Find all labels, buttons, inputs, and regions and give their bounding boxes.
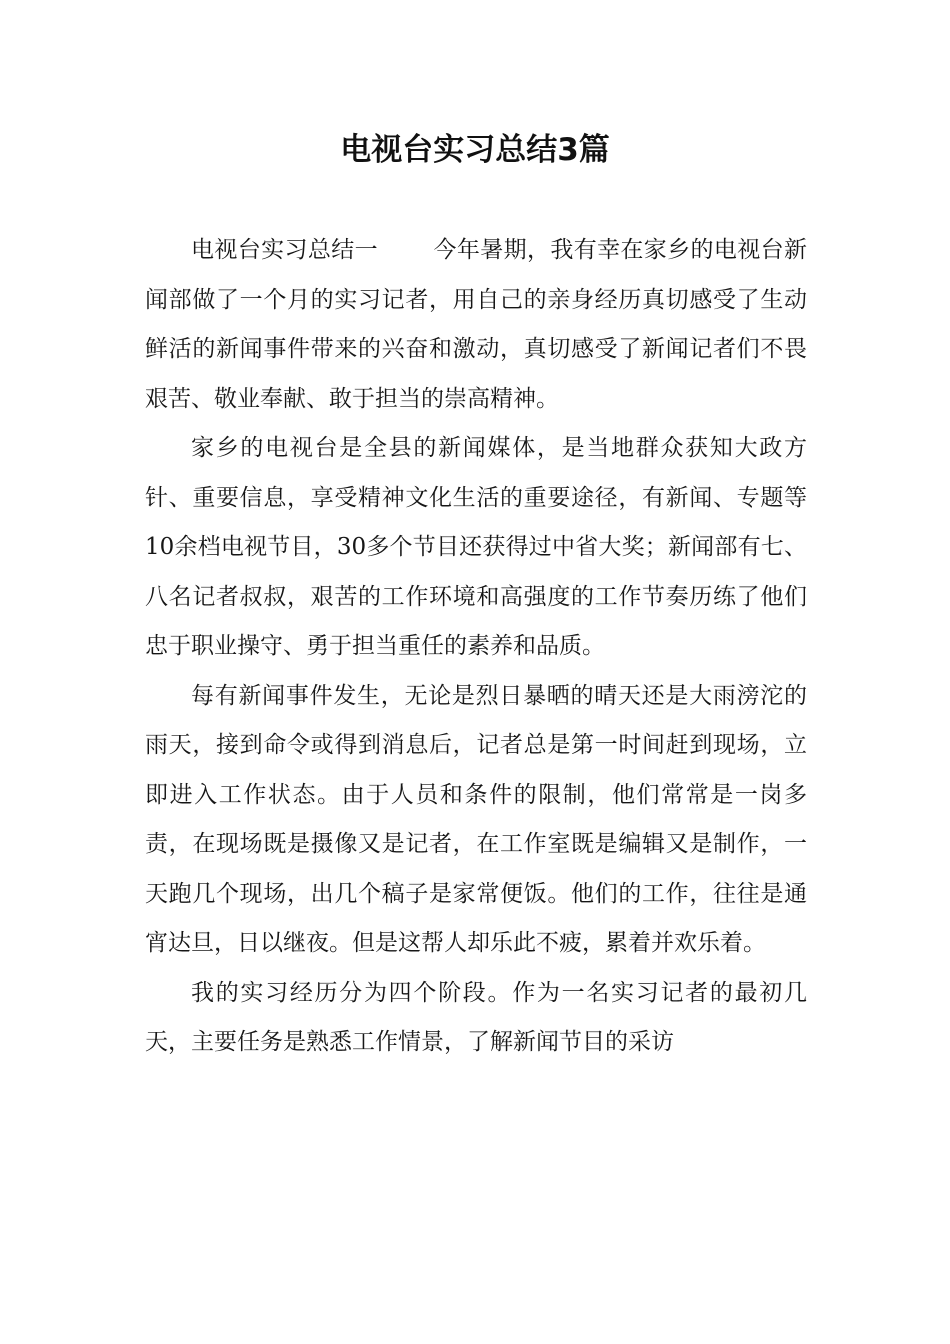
document-body [145, 226, 807, 1068]
document-title: 电视台实习总结3篇 [340, 132, 610, 168]
paragraph-1-text: 今年暑期，我有幸在家乡的电视台新闻部做了一个月的实习记者，用自己的亲身经历真切感受了生动鲜活的新闻事件带来的兴奋和激动，真切感受了新闻记者们不畏艰苦、敬业奉献、敢于担当的崇高精神。 [145, 237, 807, 412]
paragraph-1 [145, 226, 807, 424]
section-heading: 电视台实习总结一 [191, 237, 378, 263]
paragraph-4: 我的实习经历分为四个阶段。作为一名实习记者的最初几天，主要任务是熟悉工作情景，了解新闻节目的采访 [145, 979, 807, 1055]
paragraph-2: 家乡的电视台是全县的新闻媒体，是当地群众获知大政方针、重要信息，享受精神文化生活的重要途径，有新闻、专题等10余档电视节目，30多个节目还获得过中省大奖；新闻部有七、八名记者叔叔，艰苦的工作环境和高强度的工作节奏历练了他们忠于职业操守、勇于担当重任的素养和品质。 [145, 435, 807, 659]
paragraph-3: 每有新闻事件发生，无论是烈日暴晒的晴天还是大雨滂沱的雨天，接到命令或得到消息后，记者总是第一时间赶到现场，立即进入工作状态。由于人员和条件的限制，他们常常是一岗多责，在现场既是摄像又是记者，在工作室既是编辑又是制作，一天跑几个现场，出几个稿子是家常便饭。他们的工作，往往是通宵达旦，日以继夜。但是这帮人却乐此不疲，累着并欢乐着。 [145, 682, 807, 956]
